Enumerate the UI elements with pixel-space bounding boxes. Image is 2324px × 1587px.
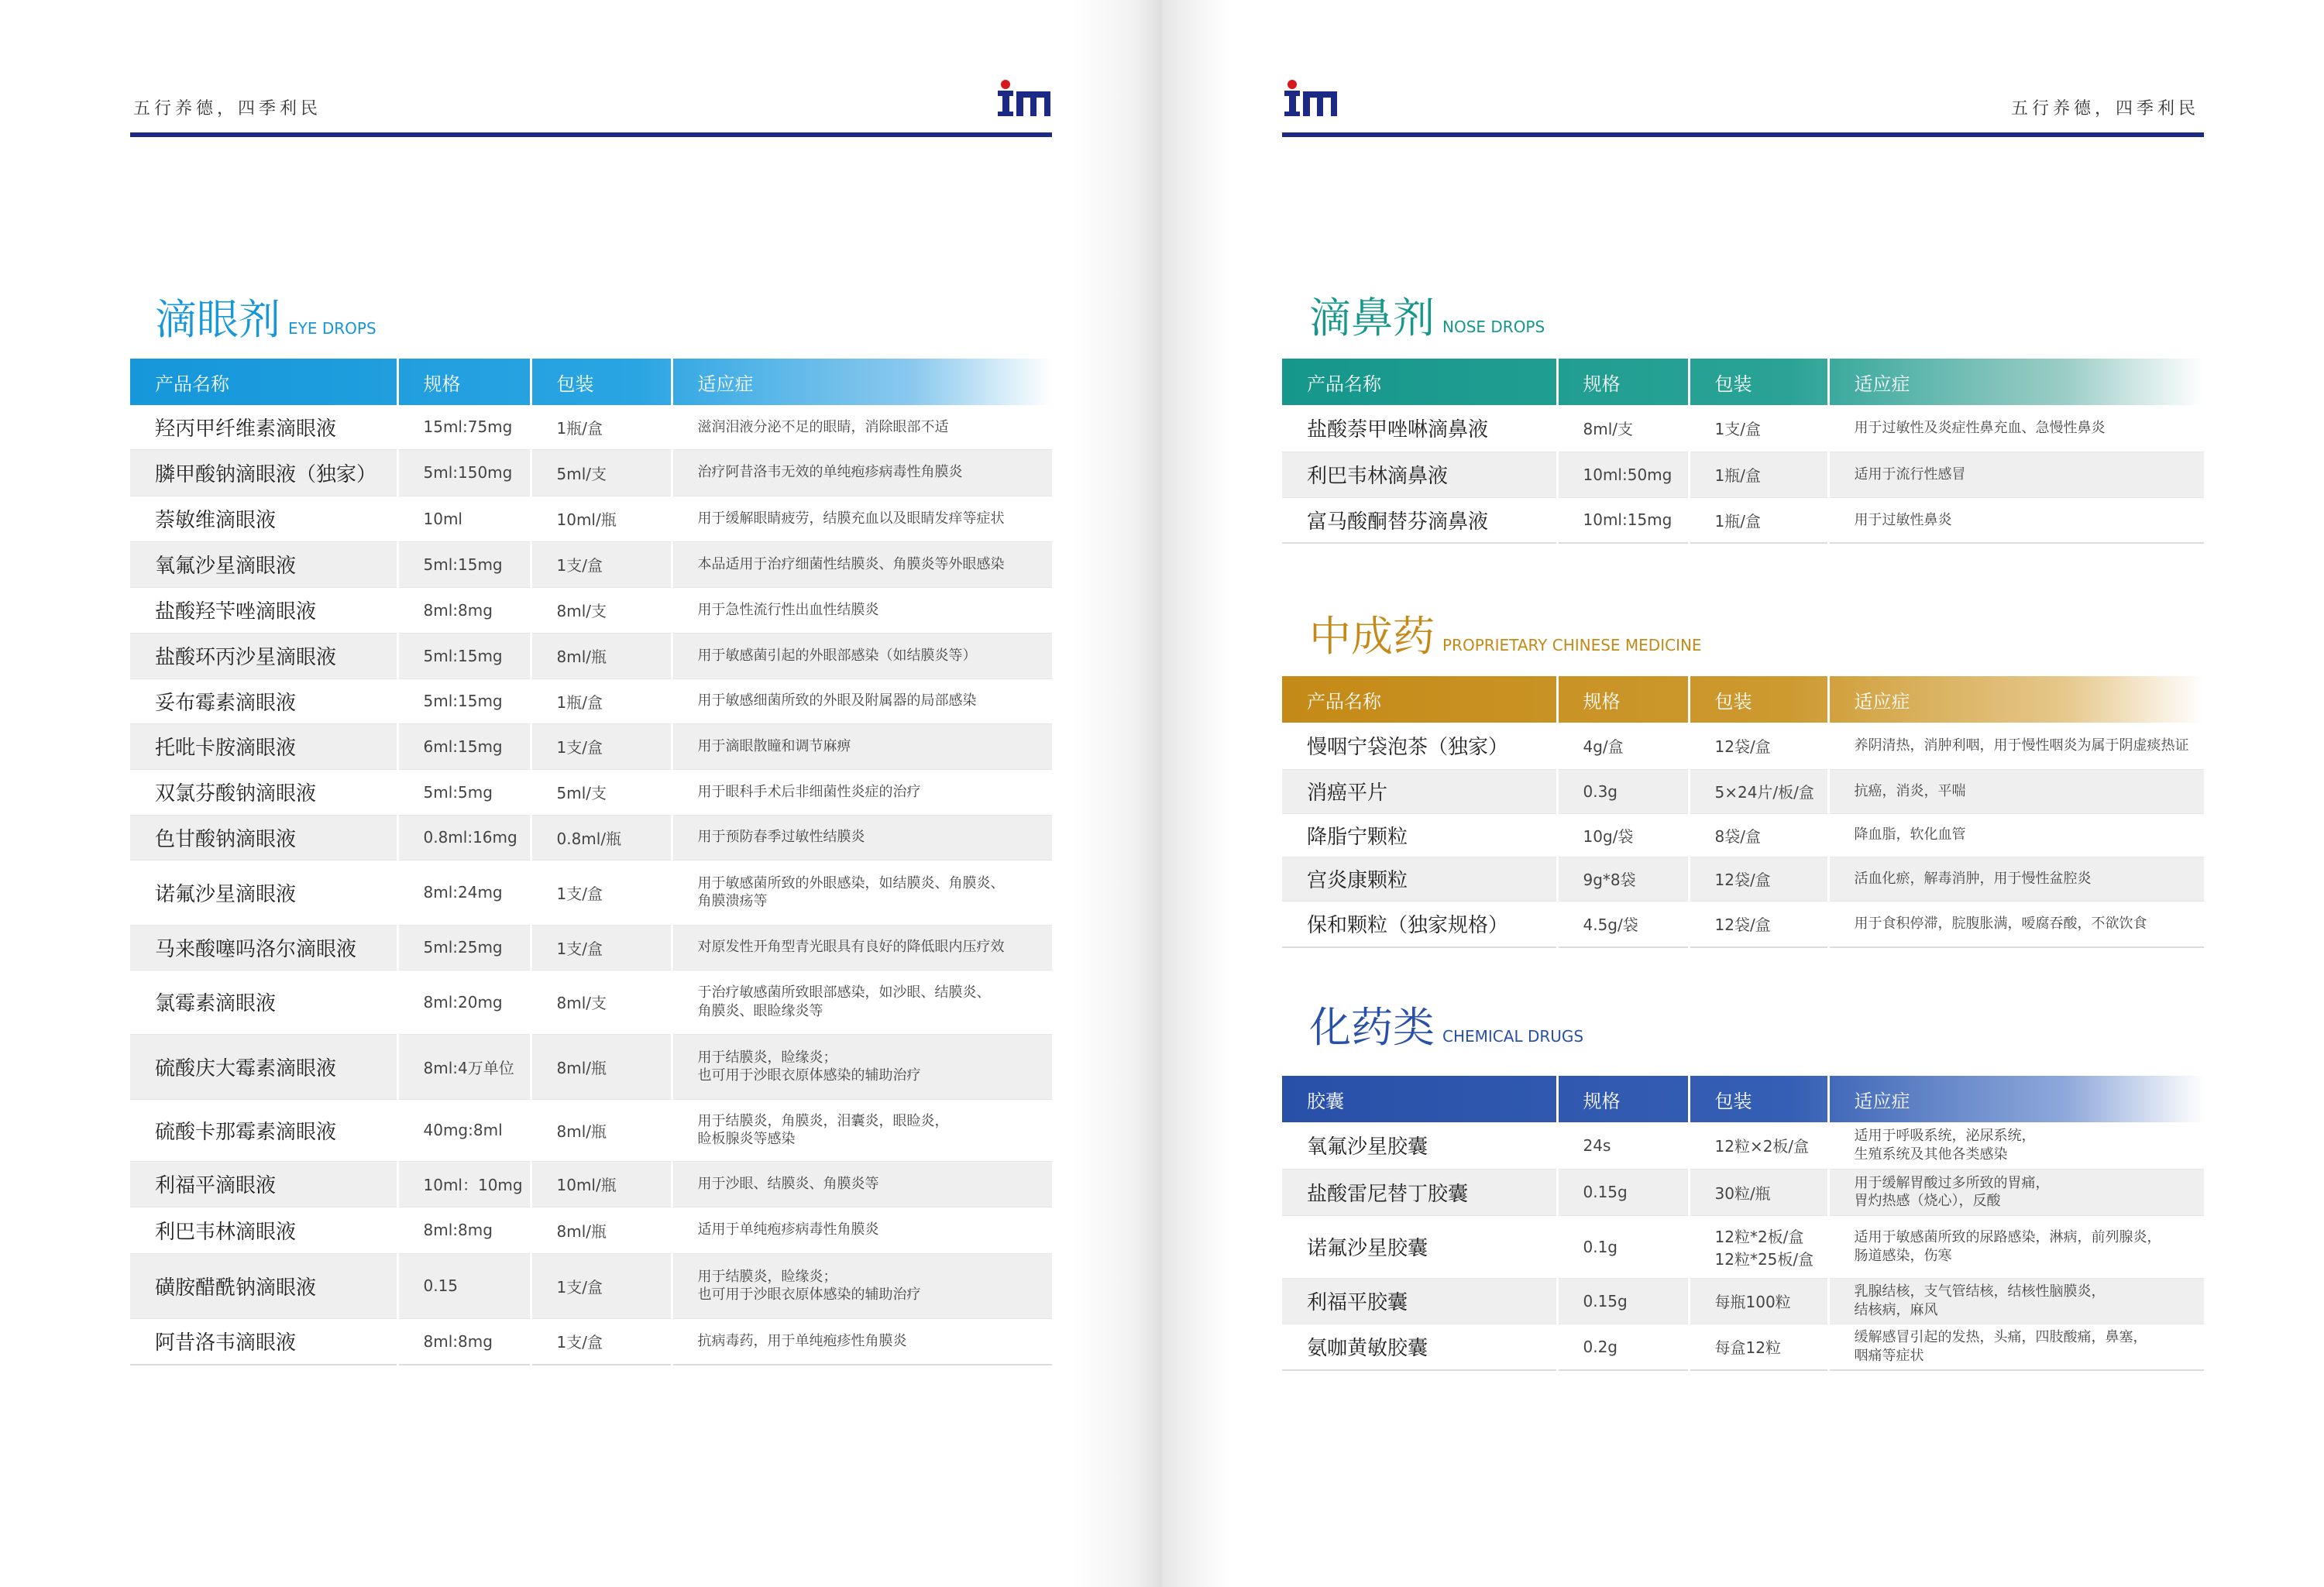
indication-cell: 缓解感冒引起的发热，头痛，四肢酸痛，鼻塞， 咽痛等症状: [1828, 1324, 2204, 1370]
spec-cell: 15ml:75mg: [397, 405, 531, 449]
chem-section-title: [1309, 1003, 1584, 1052]
package-cell: 8ml/瓶: [531, 633, 672, 678]
indication-cell: 滋润泪液分泌不足的眼睛，消除眼部不适: [672, 405, 1052, 449]
package-cell: 1瓶/盒: [531, 678, 672, 723]
table-row: [1282, 1278, 2204, 1324]
header-product-name: 产品名称: [130, 359, 397, 405]
package-cell: 1瓶/盒: [531, 405, 672, 449]
package-cell: 12粒*2板/盒 12粒*25板/盒: [1689, 1215, 1828, 1278]
package-cell: 12袋/盒: [1689, 723, 1828, 769]
indication-cell: 适用于呼吸系统，泌尿系统， 生殖系统及其他各类感染: [1828, 1122, 2204, 1169]
product-name-cell: 氯霉素滴眼液: [130, 970, 397, 1034]
indication-cell: 适用于敏感菌所致的尿路感染，淋病，前列腺炎， 肠道感染，伤寒: [1828, 1215, 2204, 1278]
package-cell: 10ml/瓶: [531, 496, 672, 541]
tcm-table-header: [1282, 676, 2204, 723]
header-spec: 规格: [1557, 1076, 1689, 1122]
table-row: [130, 405, 1052, 449]
spec-cell: 5ml:15mg: [397, 541, 531, 587]
package-cell: 8ml/支: [531, 587, 672, 633]
table-row: [130, 587, 1052, 633]
package-cell: 8ml/支: [531, 970, 672, 1034]
package-cell: 10ml/瓶: [531, 1161, 672, 1207]
spec-cell: 8ml:8mg: [397, 1318, 531, 1365]
table-row: [130, 678, 1052, 723]
product-name-cell: 盐酸萘甲唑啉滴鼻液: [1282, 405, 1557, 452]
package-cell: 5×24片/板/盒: [1689, 769, 1828, 813]
header-product-name: 产品名称: [1282, 359, 1557, 405]
spec-cell: 10ml: [397, 496, 531, 541]
table-row: [1282, 1215, 2204, 1278]
package-cell: 30粒/瓶: [1689, 1169, 1828, 1215]
package-cell: 5ml/支: [531, 449, 672, 496]
header-spec: 规格: [397, 359, 531, 405]
eye-drops-section-title: [155, 295, 376, 344]
table-row: [130, 925, 1052, 970]
right-page-gutter-shadow: [1162, 0, 1232, 1587]
nose-drops-section-title: [1309, 294, 1545, 342]
package-cell: 12粒×2板/盒: [1689, 1122, 1828, 1169]
spec-cell: 6ml:15mg: [397, 723, 531, 769]
indication-cell: 对原发性开角型青光眼具有良好的降低眼内压疗效: [672, 925, 1052, 970]
table-row: [130, 541, 1052, 587]
indication-cell: 适用于单纯疱疹病毒性角膜炎: [672, 1207, 1052, 1253]
package-cell: 8ml/瓶: [531, 1207, 672, 1253]
table-row: [1282, 723, 2204, 769]
spec-cell: 8ml:4万单位: [397, 1034, 531, 1099]
spec-cell: 5ml:5mg: [397, 769, 531, 815]
indication-cell: 于治疗敏感菌所致眼部感染，如沙眼、结膜炎、 角膜炎、眼睑缘炎等: [672, 970, 1052, 1034]
spec-cell: 0.3g: [1557, 769, 1689, 813]
product-name-cell: 诺氟沙星滴眼液: [130, 860, 397, 925]
product-name-cell: 阿昔洛韦滴眼液: [130, 1318, 397, 1365]
nose-drops-table: [1282, 359, 2204, 544]
package-cell: 5ml/支: [531, 769, 672, 815]
indication-cell: 用于沙眼、结膜炎、角膜炎等: [672, 1161, 1052, 1207]
company-logo-icon: [996, 77, 1054, 118]
product-name-cell: 氧氟沙星滴眼液: [130, 541, 397, 587]
indication-cell: 用于眼科手术后非细菌性炎症的治疗: [672, 769, 1052, 815]
table-row: [130, 1253, 1052, 1318]
tcm-table: [1282, 676, 2204, 948]
indication-cell: 用于缓解胃酸过多所致的胃痛， 胃灼热感（烧心），反酸: [1828, 1169, 2204, 1215]
product-name-cell: 盐酸雷尼替丁胶囊: [1282, 1169, 1557, 1215]
indication-cell: 用于结膜炎，角膜炎，泪囊炎，眼睑炎， 睑板腺炎等感染: [672, 1099, 1052, 1161]
table-row: [130, 449, 1052, 496]
spec-cell: 24s: [1557, 1122, 1689, 1169]
indication-cell: 用于急性流行性出血性结膜炎: [672, 587, 1052, 633]
indication-cell: 用于敏感菌引起的外眼部感染（如结膜炎等）: [672, 633, 1052, 678]
table-row: [1282, 1122, 2204, 1169]
product-name-cell: 马来酸噻吗洛尔滴眼液: [130, 925, 397, 970]
indication-cell: 用于结膜炎，睑缘炎； 也可用于沙眼衣原体感染的辅助治疗: [672, 1034, 1052, 1099]
spec-cell: 5ml:25mg: [397, 925, 531, 970]
spec-cell: 4g/盒: [1557, 723, 1689, 769]
spec-cell: 9g*8袋: [1557, 857, 1689, 901]
spec-cell: 0.15g: [1557, 1278, 1689, 1324]
spec-cell: 40mg:8ml: [397, 1099, 531, 1161]
header-indication: 适应症: [697, 373, 754, 395]
package-cell: 12袋/盒: [1689, 857, 1828, 901]
table-row: [130, 970, 1052, 1034]
indication-cell: 用于结膜炎，睑缘炎； 也可用于沙眼衣原体感染的辅助治疗: [672, 1253, 1052, 1318]
table-row: [130, 496, 1052, 541]
table-row: [130, 633, 1052, 678]
table-row: [130, 1099, 1052, 1161]
header-spec: 规格: [1557, 676, 1689, 723]
header-product-name: 产品名称: [1282, 676, 1557, 723]
company-logo-icon: [1283, 77, 1340, 118]
chem-title-en: CHEMICAL DRUGS: [1442, 1027, 1584, 1046]
product-name-cell: 氧氟沙星胶囊: [1282, 1122, 1557, 1169]
package-cell: 12袋/盒: [1689, 901, 1828, 947]
product-name-cell: 硫酸庆大霉素滴眼液: [130, 1034, 397, 1099]
product-name-cell: 诺氟沙星胶囊: [1282, 1215, 1557, 1278]
spec-cell: 8ml:20mg: [397, 970, 531, 1034]
table-row: [1282, 769, 2204, 813]
header-indication: 适应症: [1854, 373, 1910, 395]
product-name-cell: 利巴韦林滴鼻液: [1282, 452, 1557, 497]
header-indication: 适应症: [1854, 1090, 1910, 1112]
package-cell: 8ml/瓶: [531, 1099, 672, 1161]
right-page: [1162, 0, 2324, 1587]
header-package: 包装: [1689, 1076, 1828, 1122]
spec-cell: 5ml:15mg: [397, 633, 531, 678]
indication-cell: 乳腺结核，支气管结核，结核性脑膜炎， 结核病，麻风: [1828, 1278, 2204, 1324]
tcm-title-en: PROPRIETARY CHINESE MEDICINE: [1442, 636, 1702, 654]
indication-cell: 本品适用于治疗细菌性结膜炎、角膜炎等外眼感染: [672, 541, 1052, 587]
spec-cell: 10g/袋: [1557, 813, 1689, 857]
package-cell: 每瓶100粒: [1689, 1278, 1828, 1324]
package-cell: 1支/盒: [531, 1318, 672, 1365]
indication-cell: 养阴清热，消肿利咽，用于慢性咽炎为属于阴虚痰热证: [1828, 723, 2204, 769]
spec-cell: 0.15: [397, 1253, 531, 1318]
package-cell: 1支/盒: [531, 723, 672, 769]
product-name-cell: 双氯芬酸钠滴眼液: [130, 769, 397, 815]
table-row: [1282, 497, 2204, 543]
package-cell: 1支/盒: [531, 860, 672, 925]
spec-cell: 0.15g: [1557, 1169, 1689, 1215]
table-row: [130, 1207, 1052, 1253]
table-row: [130, 1034, 1052, 1099]
indication-cell: 用于滴眼散瞳和调节麻痹: [672, 723, 1052, 769]
product-name-cell: 羟丙甲纤维素滴眼液: [130, 405, 397, 449]
spec-cell: 0.2g: [1557, 1324, 1689, 1370]
product-name-cell: 盐酸环丙沙星滴眼液: [130, 633, 397, 678]
table-row: [130, 1318, 1052, 1365]
table-row: [130, 815, 1052, 860]
indication-cell: 用于食积停滞，脘腹胀满，嗳腐吞酸，不欲饮食: [1828, 901, 2204, 947]
eye-drops-title-en: EYE DROPS: [288, 319, 376, 338]
product-name-cell: 消癌平片: [1282, 769, 1557, 813]
eye-drops-title-cn: 滴眼剂: [155, 295, 280, 344]
header-package: 包装: [1689, 359, 1828, 405]
package-cell: 1支/盒: [1689, 405, 1828, 452]
product-name-cell: 磺胺醋酰钠滴眼液: [130, 1253, 397, 1318]
product-name-cell: 降脂宁颗粒: [1282, 813, 1557, 857]
package-cell: 1支/盒: [531, 1253, 672, 1318]
eye-drops-table: [130, 359, 1052, 1365]
chem-title-cn: 化药类: [1309, 1003, 1435, 1052]
indication-cell: 用于过敏性鼻炎: [1828, 497, 2204, 543]
spec-cell: 0.8ml:16mg: [397, 815, 531, 860]
indication-cell: 用于敏感细菌所致的外眼及附属器的局部感染: [672, 678, 1052, 723]
spec-cell: 8ml:8mg: [397, 587, 531, 633]
package-cell: 1瓶/盒: [1689, 452, 1828, 497]
table-row: [1282, 1324, 2204, 1370]
spec-cell: 8ml:24mg: [397, 860, 531, 925]
indication-cell: 治疗阿昔洛韦无效的单纯疱疹病毒性角膜炎: [672, 449, 1052, 496]
chem-table: [1282, 1076, 2204, 1371]
package-cell: 1支/盒: [531, 925, 672, 970]
product-name-cell: 慢咽宁袋泡茶（独家）: [1282, 723, 1557, 769]
spec-cell: 5ml:15mg: [397, 678, 531, 723]
eye-drops-table-header: [130, 359, 1052, 405]
spec-cell: 5ml:150mg: [397, 449, 531, 496]
header-spec: 规格: [1557, 359, 1689, 405]
indication-cell: 降血脂，软化血管: [1828, 813, 2204, 857]
right-header-rule: [1282, 132, 2204, 137]
indication-cell: 活血化瘀，解毒消肿，用于慢性盆腔炎: [1828, 857, 2204, 901]
tcm-section-title: [1309, 612, 1702, 661]
spec-cell: 8ml:8mg: [397, 1207, 531, 1253]
product-name-cell: 膦甲酸钠滴眼液（独家）: [130, 449, 397, 496]
nose-drops-title-cn: 滴鼻剂: [1309, 294, 1435, 342]
table-row: [1282, 405, 2204, 452]
header-package: 包装: [1689, 676, 1828, 723]
table-row: [1282, 452, 2204, 497]
product-name-cell: 利巴韦林滴眼液: [130, 1207, 397, 1253]
product-name-cell: 色甘酸钠滴眼液: [130, 815, 397, 860]
table-row: [1282, 813, 2204, 857]
product-name-cell: 氨咖黄敏胶囊: [1282, 1324, 1557, 1370]
indication-cell: 用于预防春季过敏性结膜炎: [672, 815, 1052, 860]
indication-cell: 抗病毒药，用于单纯疱疹性角膜炎: [672, 1318, 1052, 1365]
right-slogan: 五行养德，四季利民: [2011, 99, 2200, 119]
indication-cell: 适用于流行性感冒: [1828, 452, 2204, 497]
product-name-cell: 保和颗粒（独家规格）: [1282, 901, 1557, 947]
spec-cell: 8ml/支: [1557, 405, 1689, 452]
table-row: [1282, 1169, 2204, 1215]
header-indication: 适应症: [1854, 690, 1910, 713]
spec-cell: 10ml:15mg: [1557, 497, 1689, 543]
product-name-cell: 宫炎康颗粒: [1282, 857, 1557, 901]
indication-cell: 用于缓解眼睛疲劳，结膜充血以及眼睛发痒等症状: [672, 496, 1052, 541]
table-row: [130, 723, 1052, 769]
left-slogan: 五行养德，四季利民: [133, 99, 322, 119]
product-name-cell: 托吡卡胺滴眼液: [130, 723, 397, 769]
table-row: [1282, 857, 2204, 901]
product-name-cell: 利福平胶囊: [1282, 1278, 1557, 1324]
spec-cell: 10ml：10mg: [397, 1161, 531, 1207]
nose-drops-table-header: [1282, 359, 2204, 405]
tcm-title-cn: 中成药: [1309, 612, 1435, 661]
table-row: [130, 769, 1052, 815]
product-name-cell: 妥布霉素滴眼液: [130, 678, 397, 723]
header-package: 包装: [531, 359, 672, 405]
header-capsule: 胶囊: [1282, 1076, 1557, 1122]
product-name-cell: 萘敏维滴眼液: [130, 496, 397, 541]
table-row: [1282, 901, 2204, 947]
package-cell: 8ml/瓶: [531, 1034, 672, 1099]
package-cell: 8袋/盒: [1689, 813, 1828, 857]
product-name-cell: 利福平滴眼液: [130, 1161, 397, 1207]
left-page-gutter-shadow: [1069, 0, 1162, 1587]
package-cell: 每盒12粒: [1689, 1324, 1828, 1370]
table-row: [130, 860, 1052, 925]
product-name-cell: 硫酸卡那霉素滴眼液: [130, 1099, 397, 1161]
product-name-cell: 盐酸羟苄唑滴眼液: [130, 587, 397, 633]
indication-cell: 用于敏感菌所致的外眼感染，如结膜炎、角膜炎、 角膜溃疡等: [672, 860, 1052, 925]
indication-cell: 用于过敏性及炎症性鼻充血、急慢性鼻炎: [1828, 405, 2204, 452]
package-cell: 1瓶/盒: [1689, 497, 1828, 543]
indication-cell: 抗癌，消炎，平喘: [1828, 769, 2204, 813]
left-header-rule: [130, 132, 1052, 137]
nose-drops-title-en: NOSE DROPS: [1442, 318, 1545, 336]
package-cell: 0.8ml/瓶: [531, 815, 672, 860]
package-cell: 1支/盒: [531, 541, 672, 587]
chem-table-header: [1282, 1076, 2204, 1122]
spec-cell: 10ml:50mg: [1557, 452, 1689, 497]
product-name-cell: 富马酸酮替芬滴鼻液: [1282, 497, 1557, 543]
table-row: [130, 1161, 1052, 1207]
spec-cell: 0.1g: [1557, 1215, 1689, 1278]
spec-cell: 4.5g/袋: [1557, 901, 1689, 947]
